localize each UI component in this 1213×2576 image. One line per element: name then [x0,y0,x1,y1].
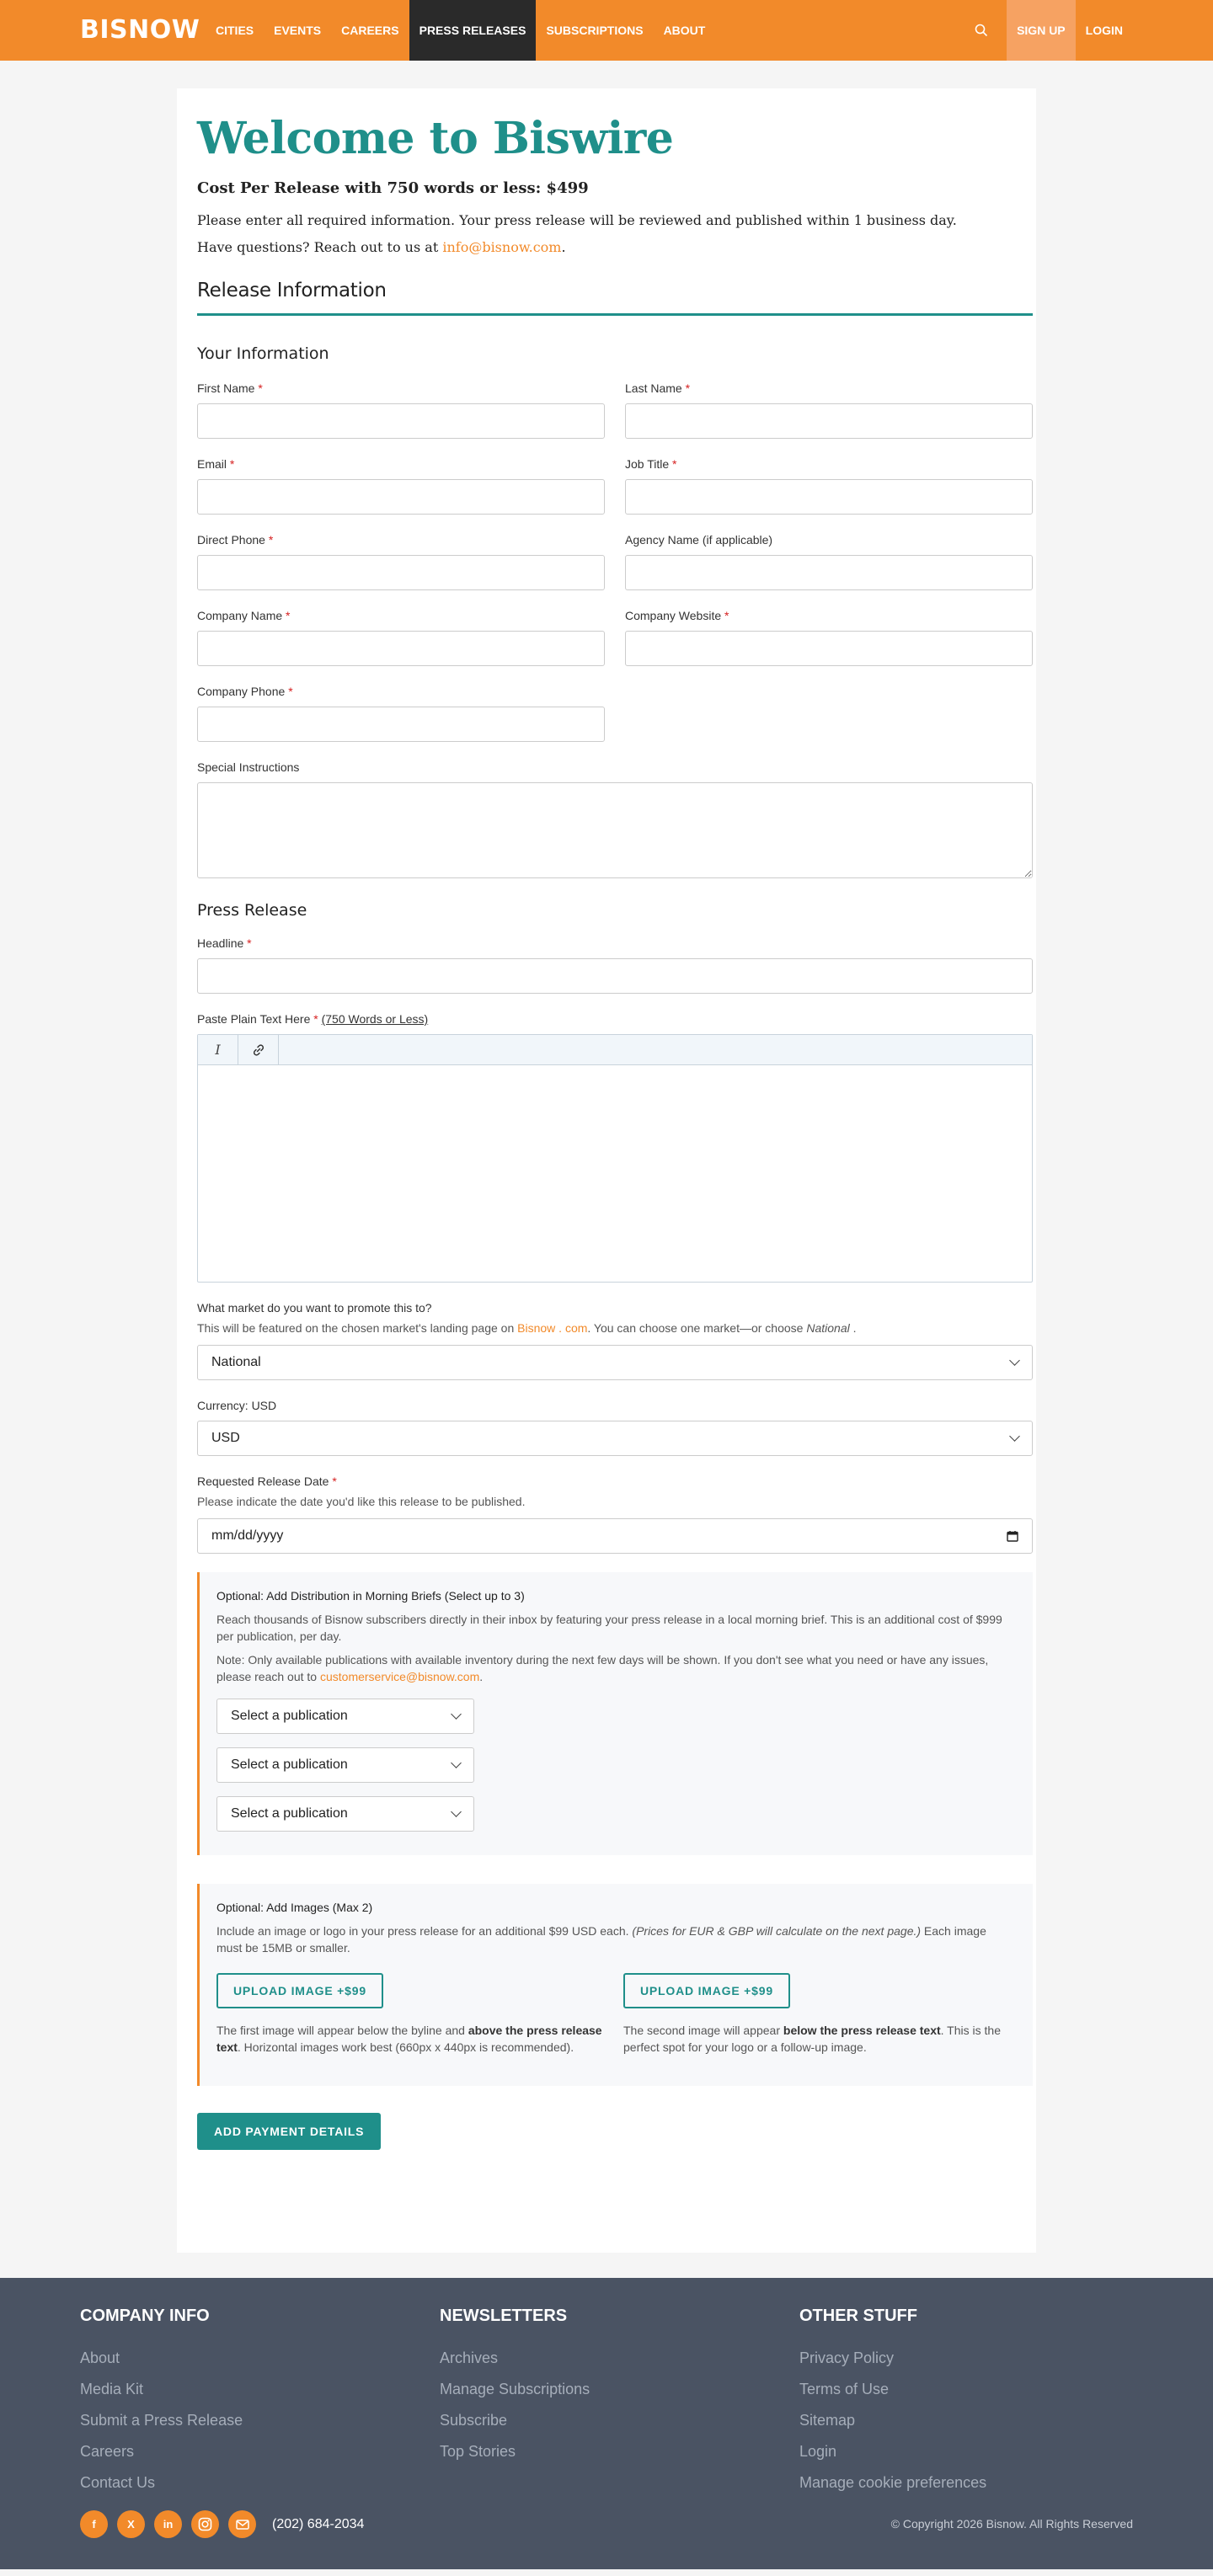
footer-link-cookie-preferences[interactable]: Manage cookie preferences [799,2474,987,2491]
editor-toolbar [198,1035,1032,1065]
direct-phone-label: Direct Phone * [197,533,274,547]
date-placeholder: mm/dd/yyyy [211,1528,284,1543]
job-title-input[interactable] [625,479,1033,515]
second-image-note: The second image will appear below the press release text. This is the perfect spot for your logo or a follow-up image. [623,2024,1001,2054]
release-date-input[interactable] [197,1518,1033,1554]
nav-about[interactable]: ABOUT [663,24,706,37]
briefs-note: Note: Only available publications with available inventory during the next few days will be shown. If you don't see what you need or have any issues, please reach out to customerservice@bisnow.com. [216,1653,989,1683]
add-images-box [197,1884,1033,2086]
special-instructions-label: Special Instructions [197,760,300,774]
page-title: Welcome to Biswire [197,113,674,164]
upload-image-1-button[interactable]: UPLOAD IMAGE +$99 [216,1973,383,2008]
footer-phone[interactable]: (202) 684-2034 [272,2516,365,2531]
newsletters-column [440,2307,590,2474]
upload-image-2-button[interactable]: UPLOAD IMAGE +$99 [623,1973,790,2008]
customer-service-email-link[interactable]: customerservice@bisnow.com [319,1670,480,1683]
calendar-icon[interactable] [1007,1530,1018,1542]
first-name-input[interactable] [197,403,605,439]
cost-text: Cost Per Release with 750 words or less: $499 [197,179,589,197]
linkedin-icon[interactable]: in [154,2510,182,2538]
chevron-down-icon [1009,1355,1020,1366]
currency-select[interactable] [197,1421,1033,1456]
add-payment-details-button[interactable]: ADD PAYMENT DETAILS [197,2113,381,2150]
email-icon[interactable] [228,2510,256,2538]
release-information-heading: Release Information [197,280,1033,316]
briefs-title: Optional: Add Distribution in Morning Briefs (Select up to 3) [216,1589,525,1603]
footer-link-terms-of-use[interactable]: Terms of Use [799,2381,890,2397]
italic-icon[interactable]: I [198,1035,238,1064]
currency-label: Currency: USD [197,1399,277,1412]
email-label: Email * [197,457,235,471]
market-hint: This will be featured on the chosen market's landing page on Bisnow . com. You can choose one market—or choose National . [197,1321,857,1335]
bisnow-com-link[interactable]: Bisnow . com [517,1321,588,1335]
company-website-input[interactable] [625,631,1033,666]
link-icon[interactable] [238,1035,279,1064]
site-footer [0,2278,1213,2569]
special-instructions-textarea[interactable] [197,782,1033,878]
market-label: What market do you want to promote this to? [197,1301,432,1315]
signup-button[interactable]: SIGN UP [1007,0,1076,61]
footer-link-contact-us[interactable]: Contact Us [80,2474,156,2491]
footer-link-careers[interactable]: Careers [80,2443,135,2460]
footer-link-about[interactable]: About [80,2349,120,2366]
email-input[interactable] [197,479,605,515]
headline-label: Headline * [197,936,252,950]
agency-name-label: Agency Name (if applicable) [625,533,773,547]
footer-link-media-kit[interactable]: Media Kit [80,2381,144,2397]
x-twitter-icon[interactable]: X [117,2510,145,2538]
footer-link-submit-press-release[interactable]: Submit a Press Release [80,2412,243,2429]
press-release-heading: Press Release [197,901,307,920]
company-info-column [80,2307,243,2505]
company-phone-input[interactable] [197,707,605,742]
nav-cities[interactable]: CITIES [216,24,254,37]
top-navigation [0,0,1213,61]
market-selected-value: National [211,1355,261,1369]
search-icon[interactable] [956,0,1007,61]
info-email-link[interactable]: info@bisnow.com [442,239,562,255]
currency-selected-value: USD [211,1431,240,1445]
editor-text-area[interactable] [198,1065,1032,1282]
intro-text: Please enter all required information. Your press release will be reviewed and published within 1 business day. [197,212,957,228]
company-phone-label: Company Phone * [197,685,293,698]
chevron-down-icon [451,1806,462,1817]
questions-suffix: . [561,239,566,255]
release-date-hint: Please indicate the date you'd like this release to be published. [197,1495,526,1508]
nav-press-releases[interactable]: PRESS RELEASES [409,0,537,61]
footer-link-manage-subscriptions[interactable]: Manage Subscriptions [440,2381,590,2397]
questions-text [197,237,1033,258]
market-select[interactable] [197,1345,1033,1380]
release-date-label: Requested Release Date * [197,1475,337,1488]
company-website-label: Company Website * [625,609,729,622]
footer-link-subscribe[interactable]: Subscribe [440,2412,508,2429]
images-description: Include an image or logo in your press release for an additional $99 USD each. (Prices for EUR & GBP will calculate on the next page.) Each image must be 15MB or smaller. [216,1924,986,1955]
chevron-down-icon [451,1757,462,1768]
nav-subscriptions[interactable]: SUBSCRIPTIONS [546,24,644,37]
agency-name-input[interactable] [625,555,1033,590]
job-title-label: Job Title * [625,457,677,471]
company-info-heading: COMPANY INFO [80,2307,210,2325]
questions-prefix: Have questions? Reach out to us at [197,239,443,255]
morning-briefs-box [197,1572,1033,1855]
paste-text-label: Paste Plain Text Here * (750 Words or Less) [197,1012,429,1026]
nav-careers[interactable]: CAREERS [341,24,399,37]
chevron-down-icon [1009,1431,1020,1442]
bisnow-logo[interactable]: BISNOW [80,15,200,45]
copyright-text: © Copyright 2026 Bisnow. All Rights Reserved [890,2517,1133,2531]
first-name-label: First Name * [197,381,263,395]
briefs-description: Reach thousands of Bisnow subscribers directly in their inbox by featuring your press release in a local morning brief. This is an additional cost of $999 per publication, per day. [216,1613,1002,1643]
word-limit-note: (750 Words or Less) [321,1012,429,1026]
other-stuff-heading: OTHER STUFF [799,2307,917,2325]
footer-link-sitemap[interactable]: Sitemap [799,2412,856,2429]
your-information-heading: Your Information [197,344,329,363]
main-nav [206,0,715,61]
last-name-input[interactable] [625,403,1033,439]
newsletters-heading: NEWSLETTERS [440,2307,568,2325]
footer-link-login[interactable]: Login [799,2443,837,2460]
footer-link-privacy-policy[interactable]: Privacy Policy [799,2349,895,2366]
nav-right [956,0,1133,61]
publication-select-2[interactable]: Select a publication [216,1747,474,1783]
footer-link-archives[interactable]: Archives [440,2349,499,2366]
last-name-label: Last Name * [625,381,691,395]
login-button[interactable]: LOGIN [1085,24,1123,37]
images-title: Optional: Add Images (Max 2) [216,1901,373,1914]
direct-phone-input[interactable] [197,555,605,590]
company-name-label: Company Name * [197,609,291,622]
headline-input[interactable] [197,958,1033,994]
first-image-note: The first image will appear below the byline and above the press release text. Horizontal images work best (660px x 440px is recommended). [216,2024,602,2054]
company-name-input[interactable] [197,631,605,666]
footer-link-top-stories[interactable]: Top Stories [440,2443,516,2460]
social-links [80,2510,364,2538]
press-release-form-card [177,88,1036,2253]
rich-text-editor [197,1034,1033,1283]
other-stuff-column [799,2307,986,2505]
instagram-icon[interactable] [191,2510,219,2538]
nav-events[interactable]: EVENTS [274,24,322,37]
publication-select-1[interactable]: Select a publication [216,1699,474,1734]
facebook-icon[interactable]: f [80,2510,108,2538]
chevron-down-icon [451,1709,462,1720]
publication-select-3[interactable]: Select a publication [216,1796,474,1832]
